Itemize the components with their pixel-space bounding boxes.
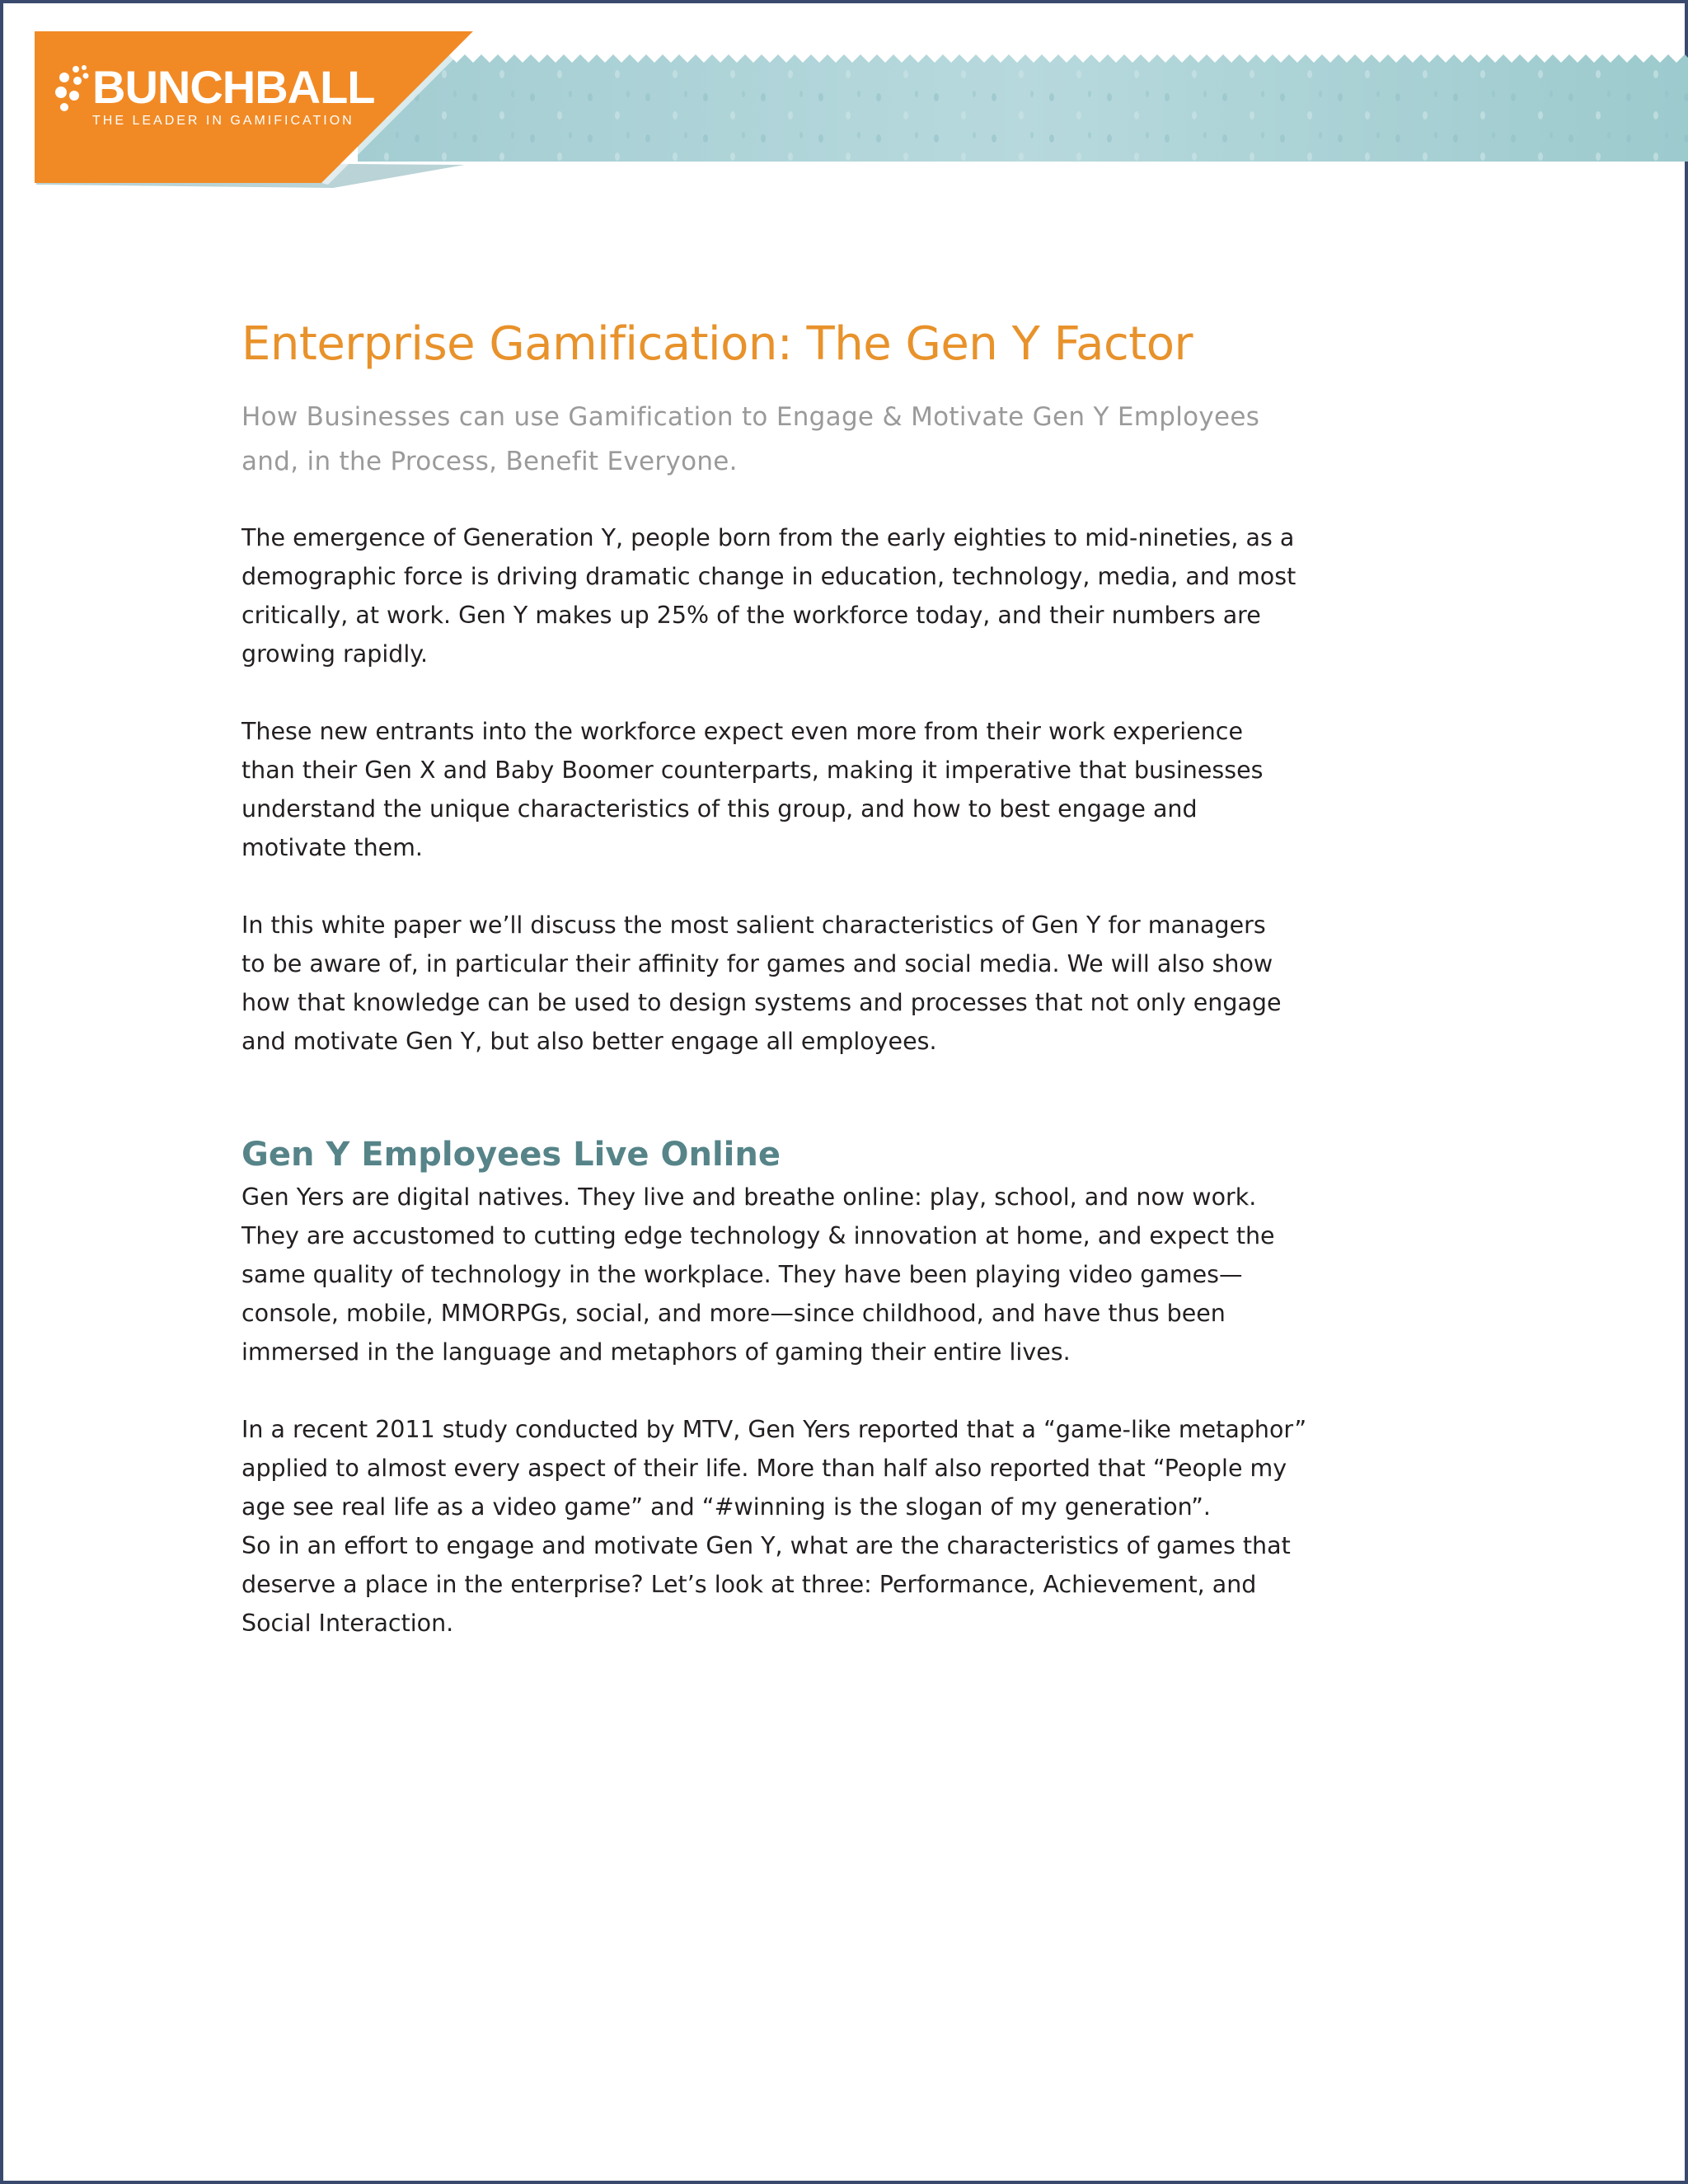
text-line: applied to almost every aspect of their life. More than half also reported that “People my bbox=[241, 1455, 1287, 1483]
text-line: They are accustomed to cutting edge technology & innovation at home, and expect the bbox=[241, 1222, 1275, 1250]
document-title: Enterprise Gamification: The Gen Y Factor bbox=[241, 317, 1193, 371]
text-line: These new entrants into the workforce expect even more from their work experience bbox=[241, 718, 1243, 746]
text-line: growing rapidly. bbox=[241, 640, 429, 668]
text-line: immersed in the language and metaphors of gaming their entire lives. bbox=[241, 1338, 1071, 1366]
section-paragraph bbox=[241, 1178, 1371, 1371]
brand-logo bbox=[53, 61, 375, 137]
brand-wordmark: BUNCHBALL bbox=[92, 61, 375, 113]
text-line: So in an effort to engage and motivate Gen Y, what are the characteristics of games that bbox=[241, 1532, 1291, 1560]
section-heading: Gen Y Employees Live Online bbox=[241, 1136, 781, 1174]
section-paragraph bbox=[241, 1410, 1371, 1643]
text-line: motivate them. bbox=[241, 834, 423, 862]
text-line: to be aware of, in particular their affinity for games and social media. We will also show bbox=[241, 950, 1273, 978]
text-line: Gen Yers are digital natives. They live and breathe online: play, school, and now work. bbox=[241, 1183, 1257, 1212]
bubbles-logo-icon bbox=[53, 63, 91, 115]
text-line: console, mobile, MMORPGs, social, and more—since childhood, and have thus been bbox=[241, 1300, 1226, 1328]
text-line: In a recent 2011 study conducted by MTV, Gen Yers reported that a “game-like metaphor” bbox=[241, 1416, 1307, 1444]
text-line: demographic force is driving dramatic change in education, technology, media, and most bbox=[241, 563, 1296, 591]
text-line: The emergence of Generation Y, people born from the early eighties to mid-nineties, as a bbox=[241, 524, 1295, 552]
subtitle-line: How Businesses can use Gamification to Engage & Motivate Gen Y Employees bbox=[241, 402, 1260, 433]
text-line: Social Interaction. bbox=[241, 1610, 454, 1638]
text-line: understand the unique characteristics of this group, and how to best engage and bbox=[241, 795, 1198, 823]
document-subtitle bbox=[241, 395, 1371, 484]
text-line: In this white paper we’ll discuss the most salient characteristics of Gen Y for managers bbox=[241, 912, 1266, 940]
intro-paragraph bbox=[241, 712, 1371, 867]
text-line: deserve a place in the enterprise? Let’s look at three: Performance, Achievement, and bbox=[241, 1571, 1257, 1599]
intro-paragraph bbox=[241, 906, 1371, 1061]
text-line: age see real life as a video game” and “#winning is the slogan of my generation”. bbox=[241, 1493, 1211, 1521]
text-line: than their Gen X and Baby Boomer counterparts, making it imperative that businesses bbox=[241, 757, 1264, 785]
text-line: and motivate Gen Y, but also better engage all employees. bbox=[241, 1028, 937, 1056]
text-line: how that knowledge can be used to design systems and processes that not only engage bbox=[241, 989, 1282, 1017]
document-body bbox=[241, 316, 1371, 1643]
subtitle-line: and, in the Process, Benefit Everyone. bbox=[241, 447, 738, 477]
brand-tagline: THE LEADER IN GAMIFICATION bbox=[92, 114, 354, 128]
intro-paragraph bbox=[241, 518, 1371, 673]
text-line: same quality of technology in the workplace. They have been playing video games— bbox=[241, 1261, 1243, 1289]
text-line: critically, at work. Gen Y makes up 25% of the workforce today, and their numbers are bbox=[241, 602, 1261, 630]
